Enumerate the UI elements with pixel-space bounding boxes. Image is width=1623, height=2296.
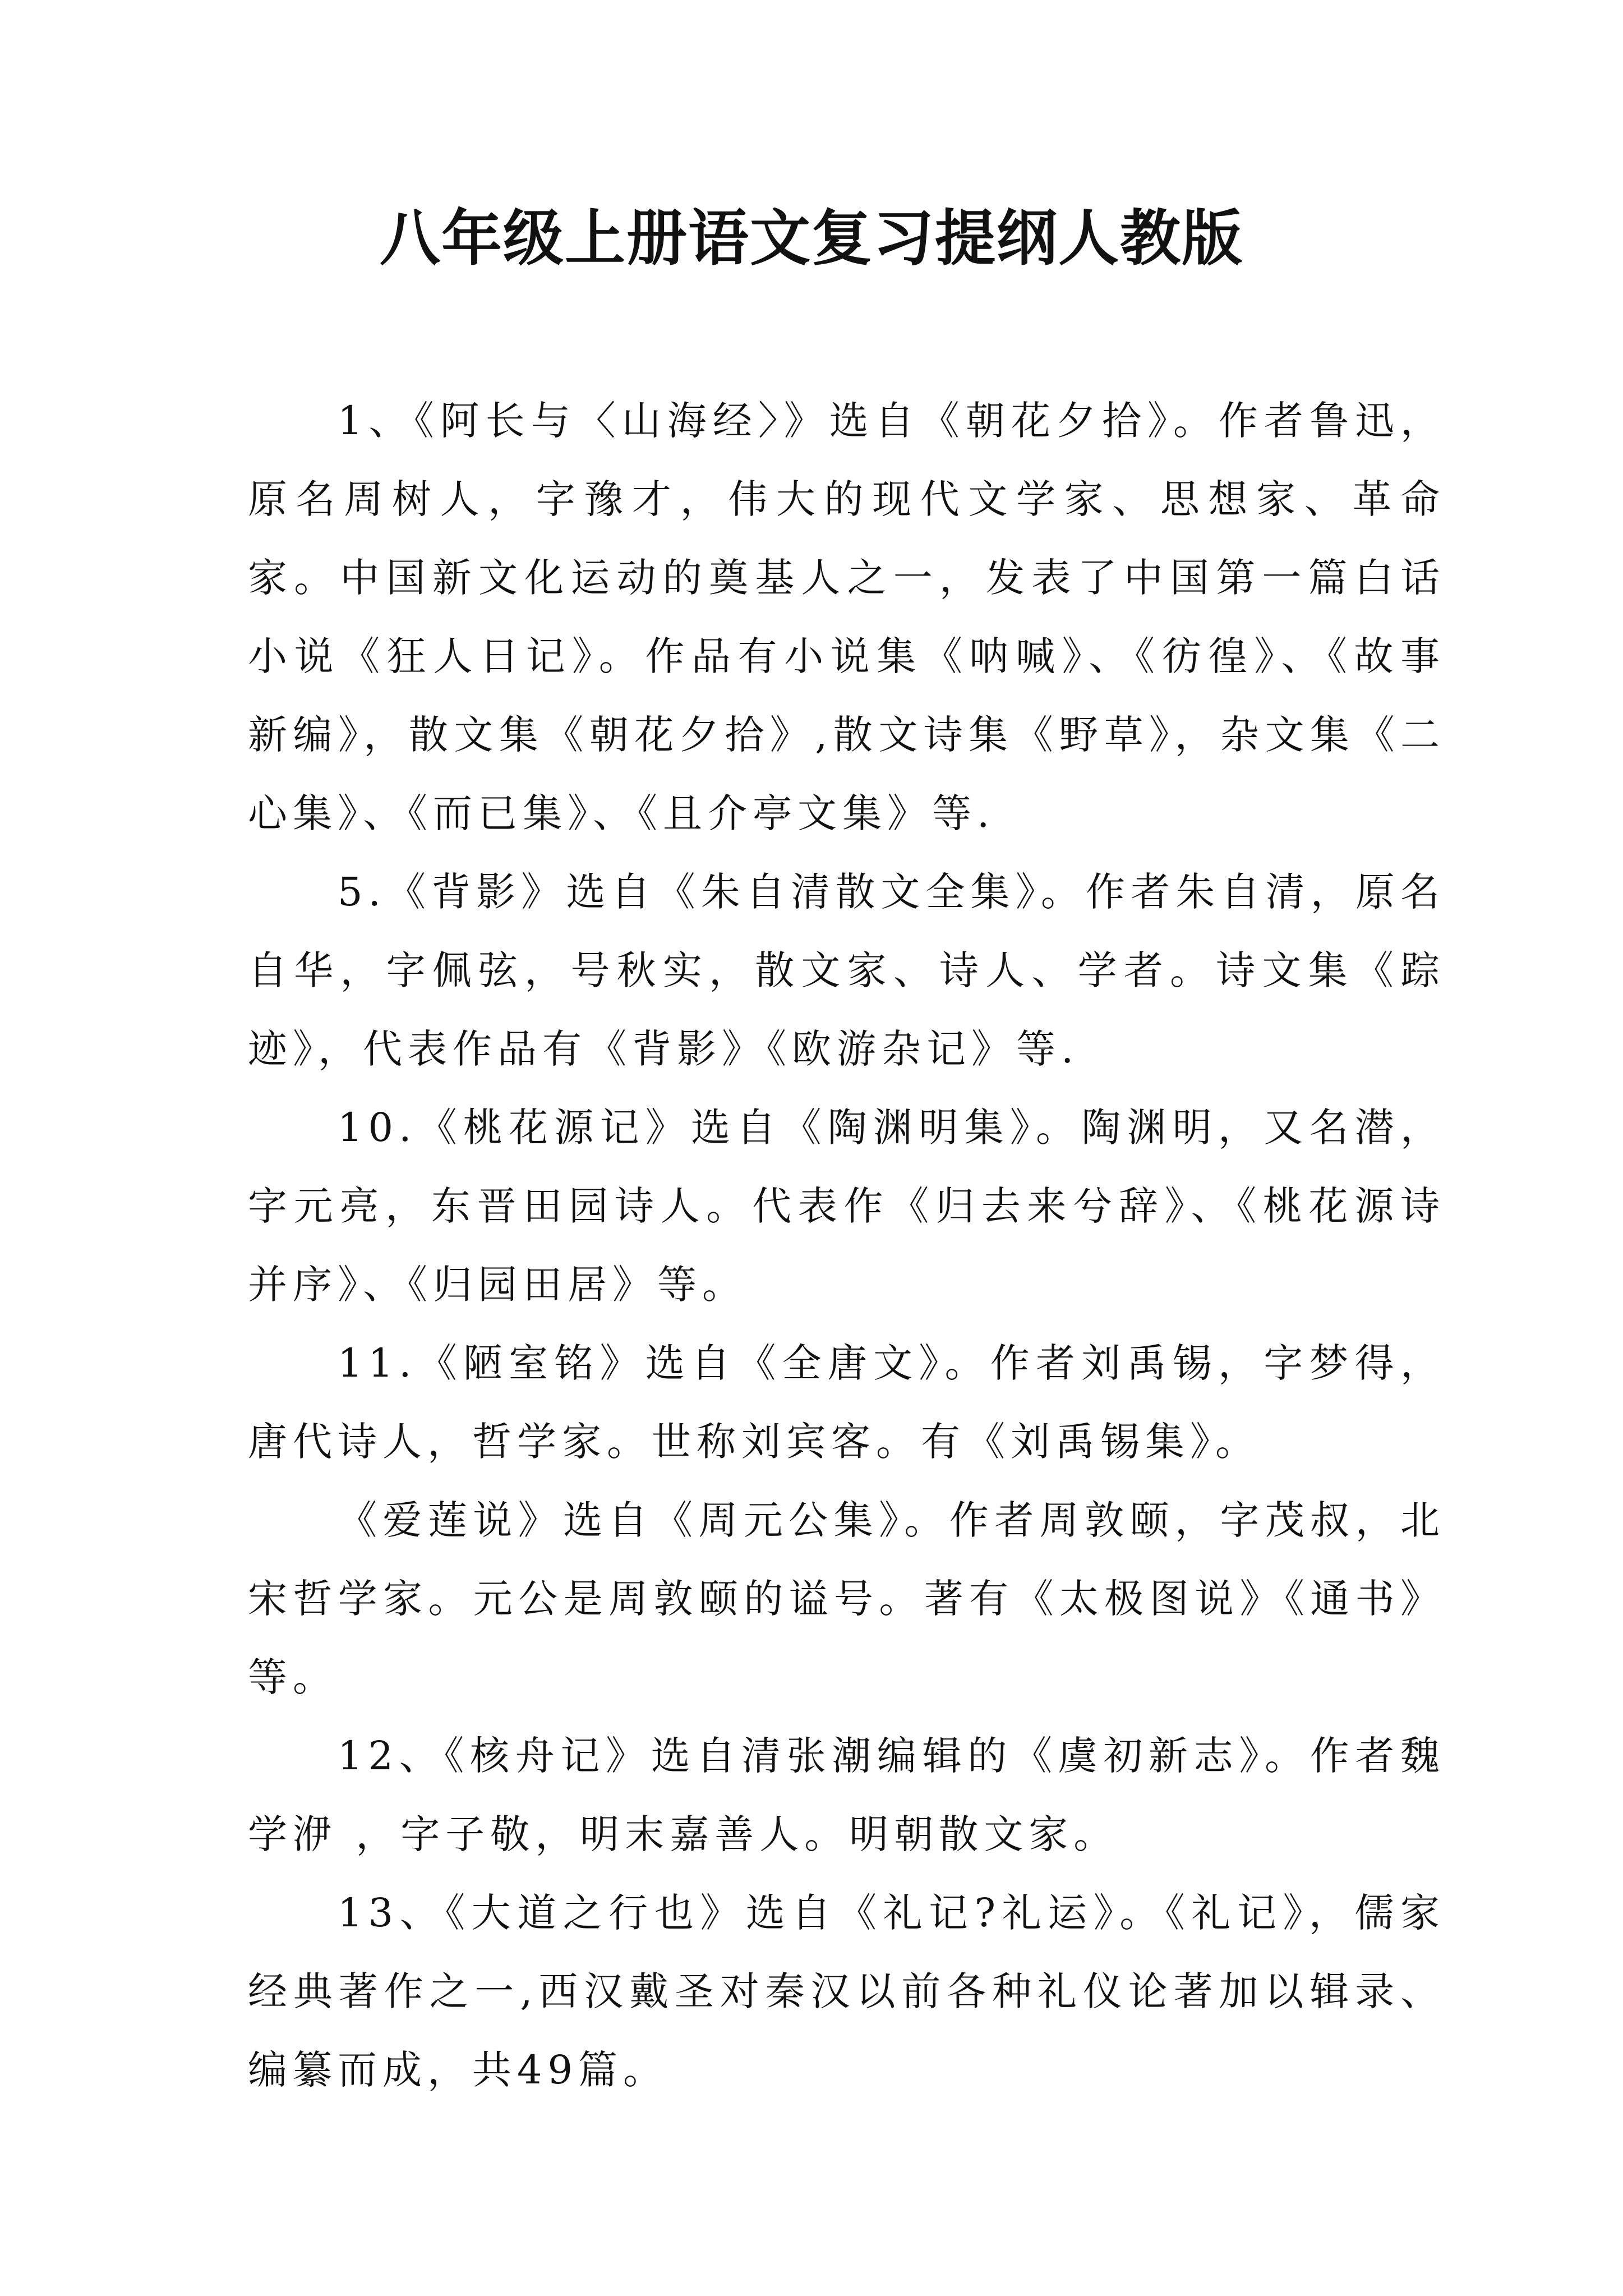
document-body (248, 381, 1445, 2109)
paragraph-liu-yuxi: 11.《陋室铭》选自《全唐文》。作者刘禹锡，字梦得，唐代诗人，哲学家。世称刘宾客。有《刘禹锡集》。 (248, 1340, 1445, 1465)
paragraph-zhu-ziqing: 5.《背影》选自《朱自清散文全集》。作者朱自清，原名自华，字佩弦，号秋实，散文家、诗人、学者。诗文集《踪迹》，代表作品有《背影》《欧游杂记》等. (248, 869, 1445, 1072)
paragraph-liji: 13、《大道之行也》选自《礼记?礼运》。《礼记》，儒家经典著作之一,西汉戴圣对秦汉以前各种礼仪论著加以辑录、编纂而成，共49篇。 (248, 1890, 1445, 2093)
paragraph-zhou-dunyi: 《爱莲说》选自《周元公集》。作者周敦颐，字茂叔，北宋哲学家。元公是周敦颐的谥号。著有《太极图说》《通书》等。 (248, 1497, 1445, 1700)
document-title: 八年级上册语文复习提纲人教版 (379, 203, 1243, 274)
paragraph-wei-xueyi: 12、《核舟记》选自清张潮编辑的《虞初新志》。作者魏学洢 ，字子敬，明末嘉善人。明朝散文家。 (248, 1733, 1445, 1857)
paragraph-tao-yuanming: 10.《桃花源记》选自《陶渊明集》。陶渊明，又名潜，字元亮，东晋田园诗人。代表作《归去来兮辞》、《桃花源诗并序》、《归园田居》等。 (248, 1105, 1445, 1308)
paragraph-lu-xun: 1、《阿长与〈山海经〉》选自《朝花夕拾》。作者鲁迅，原名周树人，字豫才，伟大的现代文学家、思想家、革命家。中国新文化运动的奠基人之一，发表了中国第一篇白话小说《狂人日记》。作品有小说集《呐喊》、《彷徨》、《故事新编》，散文集《朝花夕拾》,散文诗集《野草》，杂文集《二心集》、《而已集》、《且介亭文集》等. (248, 398, 1445, 836)
